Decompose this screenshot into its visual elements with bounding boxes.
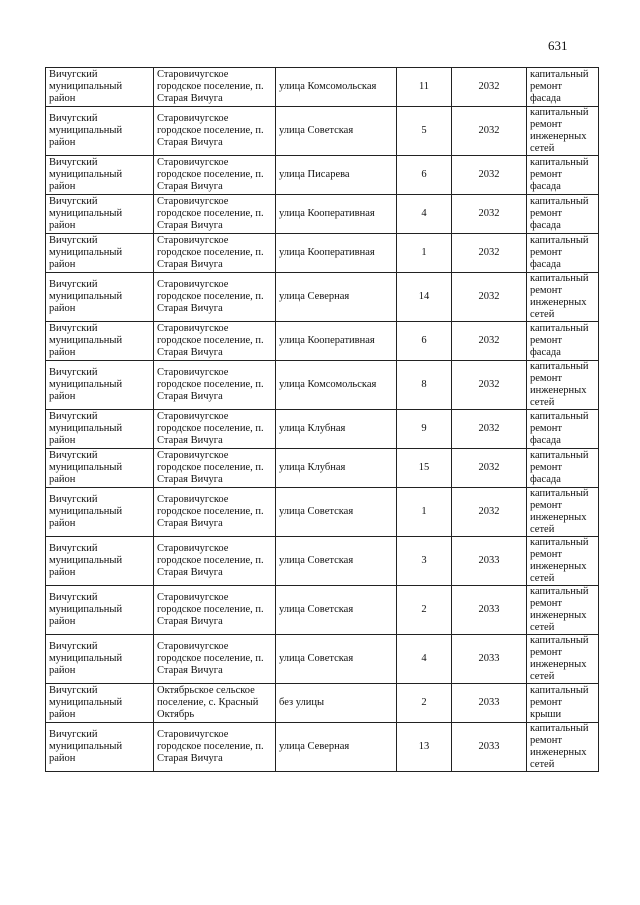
table-row: [46, 488, 599, 537]
street-cell: улица Кооперативная: [276, 234, 397, 273]
street-cell: улица Писарева: [276, 156, 397, 195]
table-row: [46, 361, 599, 410]
house-number-cell: 15: [397, 449, 452, 488]
settlement-cell: Старовичугское городское поселение, п. Старая Вичуга: [154, 449, 276, 488]
street-cell: улица Кооперативная: [276, 322, 397, 361]
street-cell: улица Комсомольская: [276, 361, 397, 410]
house-number-cell: 4: [397, 195, 452, 234]
registry-table: [45, 67, 599, 772]
year-cell: 2033: [452, 635, 527, 684]
district-cell: Вичугский муниципальный район: [46, 322, 154, 361]
settlement-cell: Старовичугское городское поселение, п. Старая Вичуга: [154, 723, 276, 772]
year-cell: 2033: [452, 586, 527, 635]
house-number-cell: 2: [397, 586, 452, 635]
year-cell: 2032: [452, 273, 527, 322]
year-cell: 2033: [452, 723, 527, 772]
house-number-cell: 11: [397, 68, 452, 107]
table-row: [46, 234, 599, 273]
table-row: [46, 322, 599, 361]
work-type-cell: капитальный ремонт инженерных сетей: [527, 723, 599, 772]
street-cell: улица Кооперативная: [276, 195, 397, 234]
table-row: [46, 586, 599, 635]
house-number-cell: 5: [397, 107, 452, 156]
house-number-cell: 14: [397, 273, 452, 322]
table-row: [46, 410, 599, 449]
district-cell: Вичугский муниципальный район: [46, 195, 154, 234]
year-cell: 2032: [452, 488, 527, 537]
year-cell: 2032: [452, 107, 527, 156]
work-type-cell: капитальный ремонт крыши: [527, 684, 599, 723]
work-type-cell: капитальный ремонт фасада: [527, 410, 599, 449]
settlement-cell: Старовичугское городское поселение, п. Старая Вичуга: [154, 537, 276, 586]
table-row: [46, 449, 599, 488]
settlement-cell: Старовичугское городское поселение, п. Старая Вичуга: [154, 234, 276, 273]
work-type-cell: капитальный ремонт фасада: [527, 322, 599, 361]
house-number-cell: 2: [397, 684, 452, 723]
street-cell: улица Клубная: [276, 410, 397, 449]
district-cell: Вичугский муниципальный район: [46, 156, 154, 195]
street-cell: улица Советская: [276, 586, 397, 635]
table-row: [46, 684, 599, 723]
settlement-cell: Старовичугское городское поселение, п. Старая Вичуга: [154, 635, 276, 684]
work-type-cell: капитальный ремонт инженерных сетей: [527, 537, 599, 586]
registry-table-body: [46, 68, 599, 772]
table-row: [46, 273, 599, 322]
work-type-cell: капитальный ремонт фасада: [527, 195, 599, 234]
district-cell: Вичугский муниципальный район: [46, 410, 154, 449]
district-cell: Вичугский муниципальный район: [46, 273, 154, 322]
district-cell: Вичугский муниципальный район: [46, 684, 154, 723]
house-number-cell: 6: [397, 156, 452, 195]
street-cell: улица Северная: [276, 723, 397, 772]
settlement-cell: Старовичугское городское поселение, п. Старая Вичуга: [154, 322, 276, 361]
street-cell: улица Клубная: [276, 449, 397, 488]
district-cell: Вичугский муниципальный район: [46, 537, 154, 586]
year-cell: 2032: [452, 156, 527, 195]
district-cell: Вичугский муниципальный район: [46, 635, 154, 684]
work-type-cell: капитальный ремонт инженерных сетей: [527, 107, 599, 156]
work-type-cell: капитальный ремонт инженерных сетей: [527, 273, 599, 322]
settlement-cell: Старовичугское городское поселение, п. Старая Вичуга: [154, 410, 276, 449]
house-number-cell: 1: [397, 234, 452, 273]
work-type-cell: капитальный ремонт фасада: [527, 156, 599, 195]
table-row: [46, 107, 599, 156]
street-cell: улица Комсомольская: [276, 68, 397, 107]
settlement-cell: Старовичугское городское поселение, п. Старая Вичуга: [154, 273, 276, 322]
district-cell: Вичугский муниципальный район: [46, 723, 154, 772]
work-type-cell: капитальный ремонт инженерных сетей: [527, 586, 599, 635]
work-type-cell: капитальный ремонт фасада: [527, 449, 599, 488]
year-cell: 2032: [452, 410, 527, 449]
street-cell: улица Северная: [276, 273, 397, 322]
street-cell: улица Советская: [276, 488, 397, 537]
work-type-cell: капитальный ремонт инженерных сетей: [527, 488, 599, 537]
district-cell: Вичугский муниципальный район: [46, 449, 154, 488]
page-number: 631: [548, 38, 568, 53]
settlement-cell: Старовичугское городское поселение, п. Старая Вичуга: [154, 586, 276, 635]
house-number-cell: 3: [397, 537, 452, 586]
street-cell: без улицы: [276, 684, 397, 723]
table-row: [46, 68, 599, 107]
year-cell: 2033: [452, 684, 527, 723]
table-row: [46, 635, 599, 684]
settlement-cell: Старовичугское городское поселение, п. Старая Вичуга: [154, 156, 276, 195]
house-number-cell: 9: [397, 410, 452, 449]
district-cell: Вичугский муниципальный район: [46, 586, 154, 635]
work-type-cell: капитальный ремонт фасада: [527, 68, 599, 107]
year-cell: 2032: [452, 449, 527, 488]
table-row: [46, 195, 599, 234]
house-number-cell: 13: [397, 723, 452, 772]
year-cell: 2032: [452, 322, 527, 361]
work-type-cell: капитальный ремонт инженерных сетей: [527, 635, 599, 684]
house-number-cell: 4: [397, 635, 452, 684]
year-cell: 2032: [452, 361, 527, 410]
district-cell: Вичугский муниципальный район: [46, 488, 154, 537]
street-cell: улица Советская: [276, 635, 397, 684]
settlement-cell: Старовичугское городское поселение, п. Старая Вичуга: [154, 68, 276, 107]
settlement-cell: Октябрьское сельское поселение, с. Красный Октябрь: [154, 684, 276, 723]
street-cell: улица Советская: [276, 537, 397, 586]
table-row: [46, 537, 599, 586]
settlement-cell: Старовичугское городское поселение, п. Старая Вичуга: [154, 488, 276, 537]
street-cell: улица Советская: [276, 107, 397, 156]
table-row: [46, 723, 599, 772]
work-type-cell: капитальный ремонт инженерных сетей: [527, 361, 599, 410]
table-row: [46, 156, 599, 195]
year-cell: 2032: [452, 68, 527, 107]
district-cell: Вичугский муниципальный район: [46, 361, 154, 410]
year-cell: 2032: [452, 195, 527, 234]
house-number-cell: 1: [397, 488, 452, 537]
settlement-cell: Старовичугское городское поселение, п. Старая Вичуга: [154, 361, 276, 410]
settlement-cell: Старовичугское городское поселение, п. Старая Вичуга: [154, 107, 276, 156]
house-number-cell: 8: [397, 361, 452, 410]
house-number-cell: 6: [397, 322, 452, 361]
district-cell: Вичугский муниципальный район: [46, 68, 154, 107]
work-type-cell: капитальный ремонт фасада: [527, 234, 599, 273]
district-cell: Вичугский муниципальный район: [46, 234, 154, 273]
district-cell: Вичугский муниципальный район: [46, 107, 154, 156]
settlement-cell: Старовичугское городское поселение, п. Старая Вичуга: [154, 195, 276, 234]
year-cell: 2032: [452, 234, 527, 273]
year-cell: 2033: [452, 537, 527, 586]
